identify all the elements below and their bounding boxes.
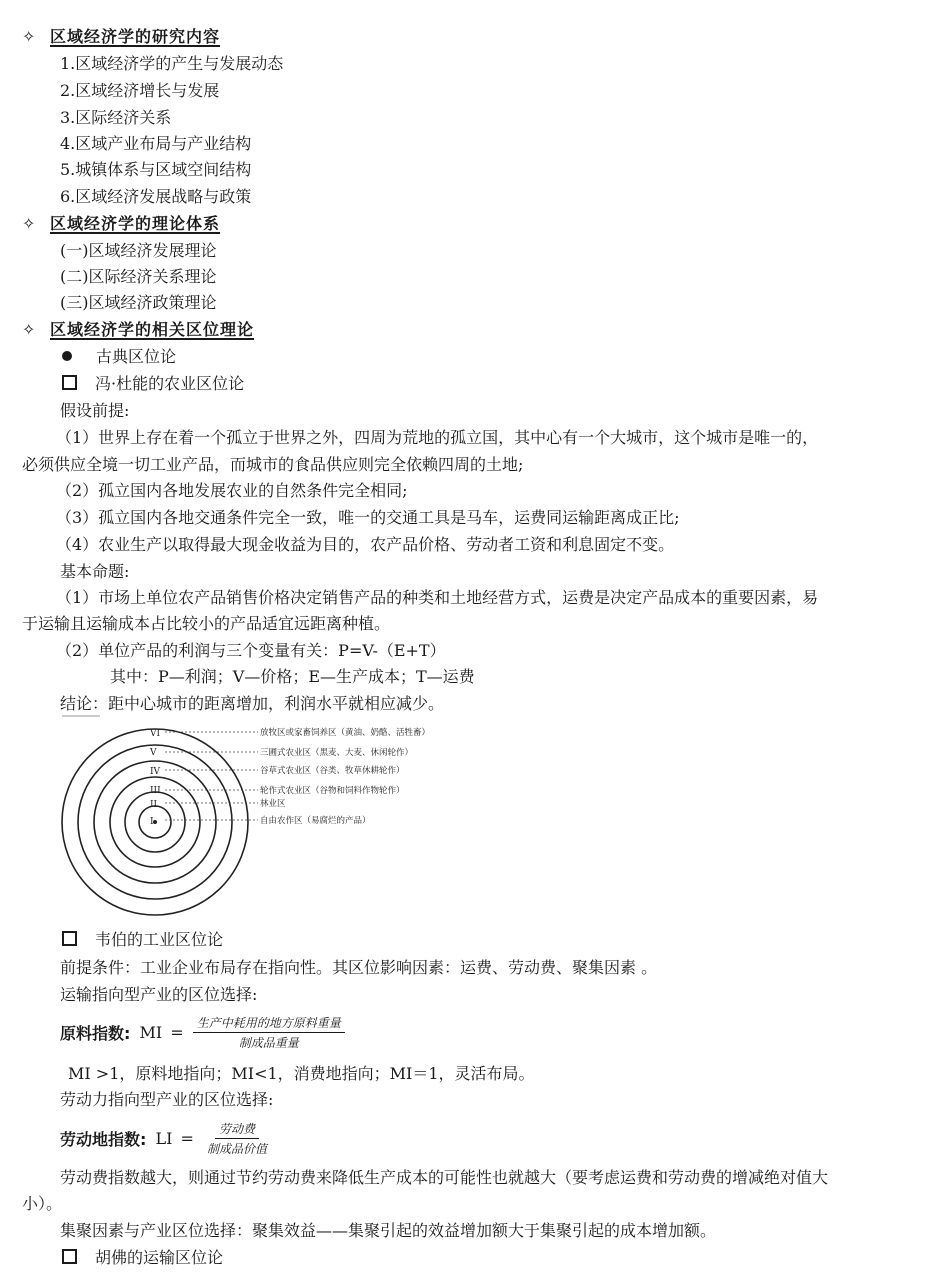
zone-label: 轮作式农业区（谷物和饲料作物轮作） — [260, 786, 405, 796]
formula-label: 劳动地指数: — [60, 1130, 147, 1149]
ring-label: V — [150, 748, 157, 758]
city-center-dot — [153, 820, 157, 824]
subsection-title: 胡佛的运输区位论 — [95, 1248, 224, 1267]
section-heading — [22, 320, 254, 340]
li-formula: 劳动地指数: LI = $\frac{\text{劳动费}}{\text{制成品价值}}$ — [60, 1120, 271, 1157]
ring-label: I — [150, 817, 154, 827]
square-bullet-icon — [62, 375, 77, 390]
bullet-label: 古典区位论 — [96, 347, 177, 366]
formula-fraction — [193, 1014, 345, 1051]
paragraph-line: 其中：P—利润；V—价格；E—生产成本；T—运费 — [110, 667, 475, 686]
diamond-star-icon: ✧ — [22, 27, 37, 46]
ring-label: II — [150, 800, 158, 810]
paragraph-line: 小）。 — [22, 1194, 63, 1213]
section-heading — [22, 214, 220, 234]
fraction-numerator: 劳动费 — [215, 1120, 259, 1139]
zone-label: 谷草式农业区（谷类、牧草休耕轮作） — [260, 766, 405, 776]
list-item: 5.城镇体系与区域空间结构 — [60, 160, 252, 179]
fraction-numerator: 生产中耗用的地方原料重量 — [193, 1014, 345, 1033]
paragraph-line: （3）孤立国内各地交通条件完全一致，唯一的交通工具是马车，运费同运输距离成正比; — [56, 508, 680, 527]
square-bullet-icon — [62, 1249, 77, 1264]
zone-label: 林业区 — [260, 799, 286, 809]
list-item: (一)区域经济发展理论 — [60, 241, 217, 260]
paragraph-line: （2）孤立国内各地发展农业的自然条件完全相同; — [56, 481, 408, 500]
ring-label: III — [150, 786, 161, 796]
ring-label: VI — [150, 729, 161, 739]
paragraph-line: 集聚因素与产业区位选择：聚集效益——集聚引起的效益增加额大于集聚引起的成本增加额。 — [60, 1221, 717, 1240]
thunen-rings-diagram — [60, 712, 480, 922]
list-item: (二)区际经济关系理论 — [60, 267, 217, 286]
section-title: 区域经济学的理论体系 — [50, 214, 221, 233]
checkbox-item — [62, 374, 244, 394]
zone-label: 放牧区或家畜饲养区（黄油、奶酪、活牲畜） — [260, 728, 431, 738]
paragraph-line: 劳动费指数越大，则通过节约劳动费来降低生产成本的可能性也就越大（要考虑运费和劳动费的增减绝对值大 — [60, 1168, 829, 1187]
bullet-item — [62, 347, 176, 367]
bullet-dot-icon — [62, 351, 72, 361]
square-bullet-icon — [62, 931, 77, 946]
zone-label: 自由农作区（易腐烂的产品） — [260, 816, 371, 826]
paragraph-line: MI >1，原料地指向；MI<1，消费地指向；MI＝1，灵活布局。 — [68, 1064, 535, 1083]
formula-symbol: MI — [139, 1023, 163, 1042]
ring-label: IV — [150, 767, 161, 777]
fraction-denominator: 制成品重量 — [238, 1036, 299, 1050]
list-item: 1.区域经济学的产生与发展动态 — [60, 54, 284, 73]
paragraph-line: 劳动力指向型产业的区位选择: — [60, 1090, 274, 1109]
conclusion: 结论：距中心城市的距离增加，利润水平就相应减少。 — [60, 694, 445, 713]
checkbox-item — [62, 930, 223, 950]
checkbox-item — [62, 1248, 223, 1268]
diamond-star-icon: ✧ — [22, 320, 37, 339]
paragraph-line: （2）单位产品的利润与三个变量有关：P=V-（E+T） — [56, 641, 446, 660]
subsection-title: 冯·杜能的农业区位论 — [95, 374, 245, 393]
mi-formula: 原料指数: MI = $\frac{\text{生产中耗用的地方原料重量}}{\text{制成品重量}}$ — [60, 1014, 345, 1051]
zone-label: 三圃式农业区（黑麦、大麦、休闲轮作） — [260, 748, 414, 758]
list-item: 2.区域经济增长与发展 — [60, 81, 220, 100]
diamond-star-icon: ✧ — [22, 214, 37, 233]
fraction-denominator: 制成品价值 — [206, 1142, 267, 1156]
formula-symbol: LI — [155, 1129, 173, 1148]
paragraph-line: 于运输且运输成本占比较小的产品适宜远距离种植。 — [22, 614, 391, 633]
list-item: (三)区域经济政策理论 — [60, 293, 217, 312]
section-title: 区域经济学的相关区位理论 — [50, 320, 255, 339]
formula-fraction — [203, 1120, 271, 1157]
paragraph-line: 前提条件：工业企业布局存在指向性。其区位影响因素：运费、劳动费、聚集因素 。 — [60, 958, 658, 977]
assume-label: 假设前提: — [60, 401, 130, 420]
prop-label: 基本命题: — [60, 562, 130, 581]
list-item: 3.区际经济关系 — [60, 108, 172, 127]
subsection-title: 韦伯的工业区位论 — [95, 930, 224, 949]
list-item: 6.区域经济发展战略与政策 — [60, 187, 252, 206]
paragraph-line: 运输指向型产业的区位选择: — [60, 985, 258, 1004]
paragraph-line: （1）世界上存在着一个孤立于世界之外，四周为荒地的孤立国，其中心有一个大城市，这个城市是唯一的， — [56, 428, 819, 447]
section-title: 区域经济学的研究内容 — [50, 27, 221, 46]
paragraph-line: 必须供应全境一切工业产品，而城市的食品供应则完全依赖四周的土地; — [22, 455, 524, 474]
formula-label: 原料指数: — [60, 1024, 131, 1043]
paragraph-line: （4）农业生产以取得最大现金收益为目的，农产品价格、劳动者工资和利息固定不变。 — [56, 535, 675, 554]
list-item: 4.区域产业布局与产业结构 — [60, 134, 252, 153]
paragraph-line: （1）市场上单位农产品销售价格决定销售产品的种类和土地经营方式，运费是决定产品成本的重要因素，易 — [56, 588, 819, 607]
section-heading — [22, 27, 220, 47]
